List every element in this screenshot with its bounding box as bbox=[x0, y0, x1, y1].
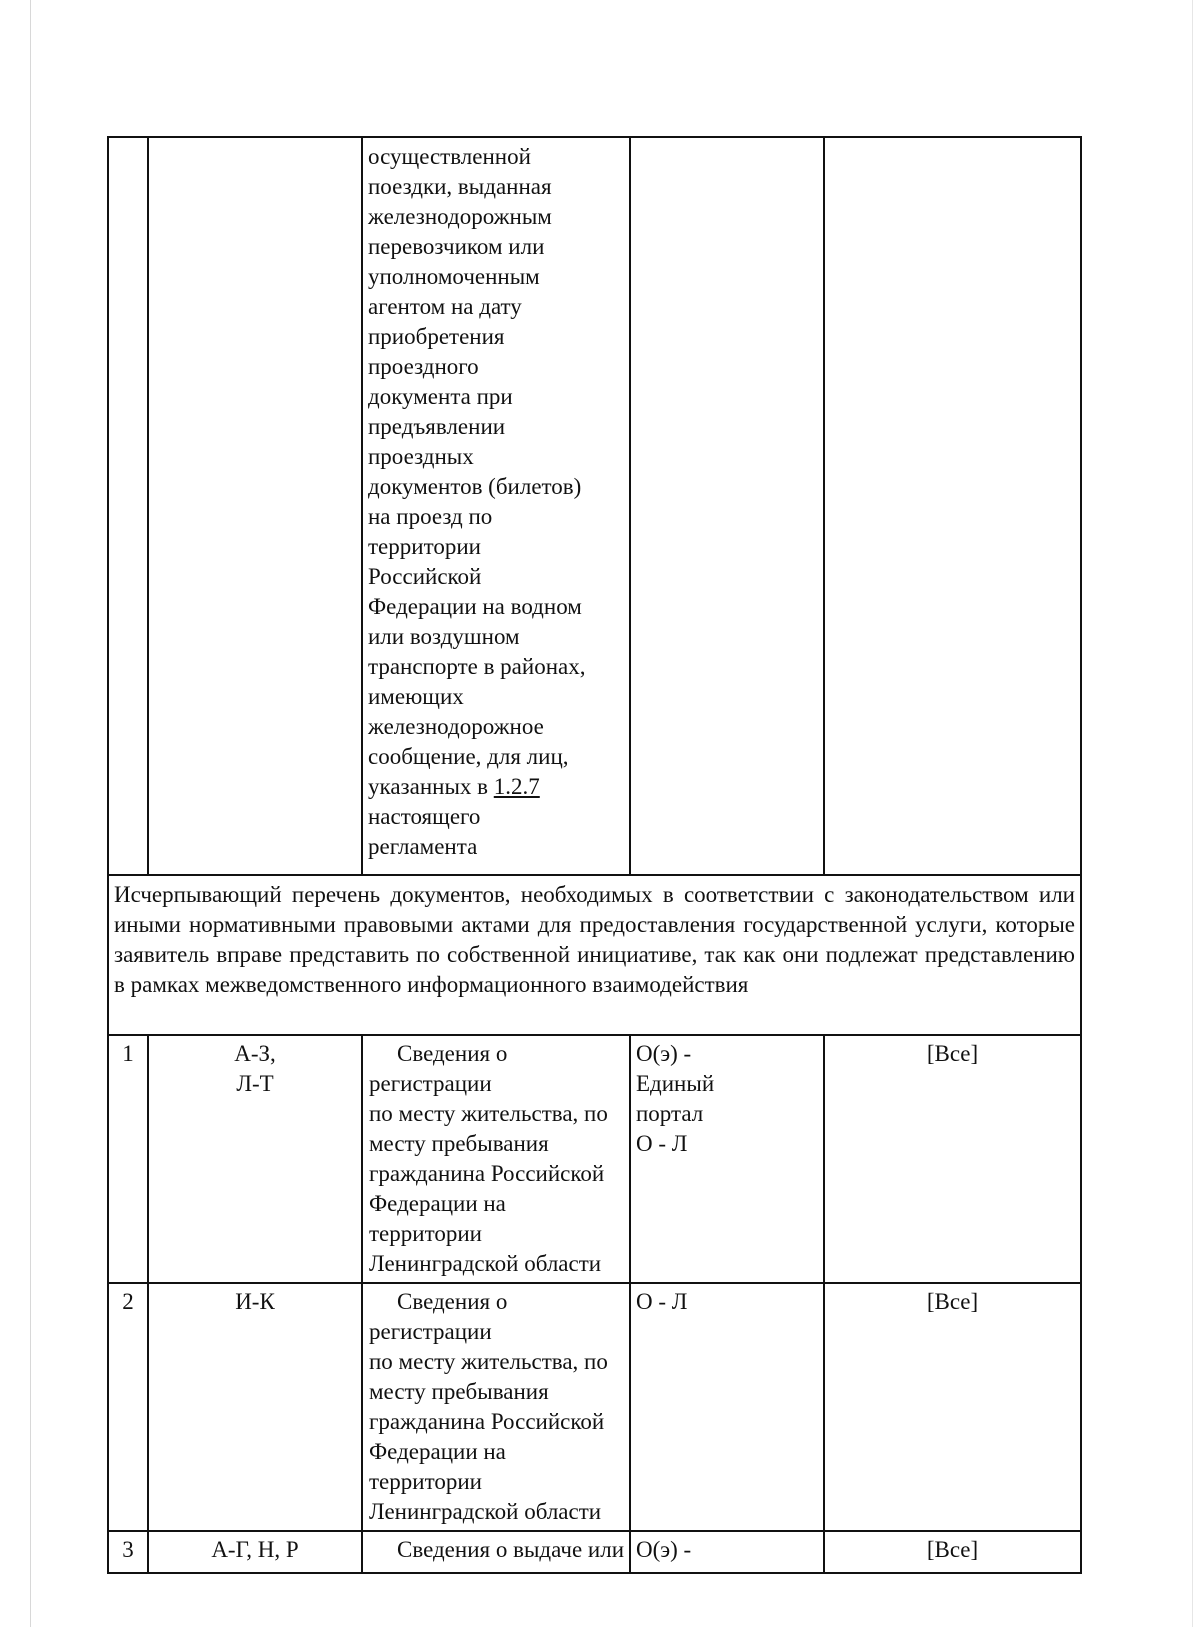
cell-categories-empty bbox=[148, 137, 362, 875]
page-edge-left bbox=[30, 0, 31, 1627]
page-edge-right bbox=[1192, 0, 1193, 1627]
table-row-section-header bbox=[108, 875, 1081, 1035]
table-row-continuation bbox=[108, 137, 1081, 875]
cell-scope-empty bbox=[824, 137, 1081, 875]
row-number: 3 bbox=[108, 1531, 148, 1573]
row-source: О(э) - Единый портал О - Л bbox=[630, 1035, 824, 1283]
row-categories: И-К bbox=[148, 1283, 362, 1531]
continuation-text: осуществленной поездки, выданная железнодорожным перевозчиком или уполномоченным агентом на дату приобретения проездного документа при предъявлении проездных документов (билетов) на проезд по территории Российской Федерации на водном или воздушном транспорте в районах, имеющих железнодорожное сообщение, для лиц, указанных в bbox=[368, 144, 586, 799]
row-document bbox=[362, 1035, 630, 1283]
row-scope: [Все] bbox=[824, 1035, 1081, 1283]
row-document-text: Сведения о регистрации по месту жительства, по месту пребывания гражданина Российской Федерации на территории Ленинградской области bbox=[369, 1041, 608, 1276]
row-source: О(э) - bbox=[630, 1531, 824, 1573]
section-header: Исчерпывающий перечень документов, необходимых в соответствии с законодательством или иными нормативными правовыми актами для предоставления государственной услуги, которые заявитель вправе представить по собственной инициативе, так как они подлежат представлению в рамках межведомственного информационного взаимодействия bbox=[108, 875, 1081, 1035]
row-document bbox=[362, 1283, 630, 1531]
row-scope: [Все] bbox=[824, 1283, 1081, 1531]
row-document-text: Сведения о регистрации по месту жительства, по месту пребывания гражданина Российской Федерации на территории Ленинградской области bbox=[369, 1289, 608, 1524]
table-row bbox=[108, 1283, 1081, 1531]
row-categories: А-Г, Н, Р bbox=[148, 1531, 362, 1573]
row-number: 2 bbox=[108, 1283, 148, 1531]
row-document bbox=[362, 1531, 630, 1573]
row-scope: [Все] bbox=[824, 1531, 1081, 1573]
row-number: 1 bbox=[108, 1035, 148, 1283]
cell-document-continuation bbox=[362, 137, 630, 875]
cell-num-empty bbox=[108, 137, 148, 875]
document-table bbox=[107, 136, 1082, 1574]
cell-source-empty bbox=[630, 137, 824, 875]
row-document-text: Сведения о выдаче или bbox=[397, 1537, 625, 1562]
row-categories: А-З, Л-Т bbox=[148, 1035, 362, 1283]
regulation-reference-link[interactable]: 1.2.7 bbox=[493, 774, 540, 799]
row-source: О - Л bbox=[630, 1283, 824, 1531]
table-row bbox=[108, 1035, 1081, 1283]
table-row bbox=[108, 1531, 1081, 1573]
continuation-text-end: настоящего регламента bbox=[368, 804, 481, 859]
